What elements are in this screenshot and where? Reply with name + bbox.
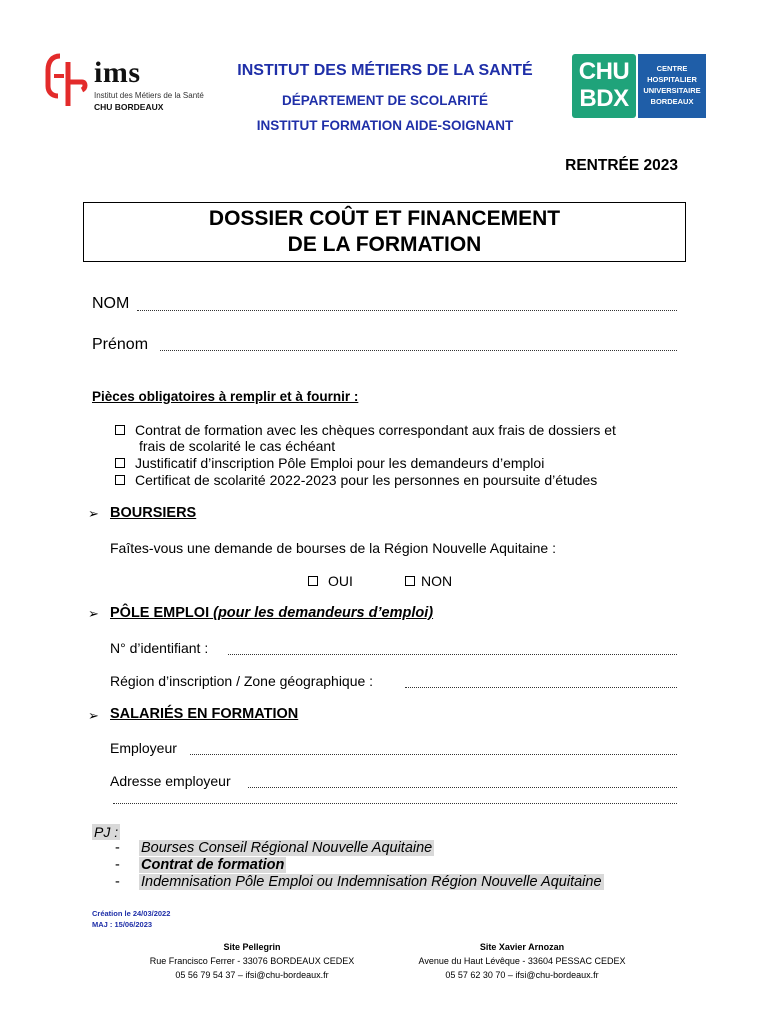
- non-option[interactable]: [405, 573, 452, 589]
- checkbox[interactable]: [115, 458, 125, 468]
- ims-wordmark: ims: [94, 56, 141, 89]
- document-item: [115, 422, 616, 439]
- checkbox[interactable]: [405, 576, 415, 586]
- employeur-label: Employeur: [110, 740, 177, 756]
- pj-item: - Bourses Conseil Régional Nouvelle Aquitaine: [115, 840, 433, 856]
- identifiant-field[interactable]: [228, 654, 677, 655]
- document-title-line2: DE LA FORMATION: [287, 233, 482, 256]
- region-field[interactable]: [405, 687, 677, 688]
- non-label: NON: [421, 573, 453, 589]
- pj-item-label: Contrat de formation: [141, 857, 285, 873]
- footer-site-contact: 05 57 62 30 70 – ifsi@chu-bordeaux.fr: [445, 970, 599, 980]
- footer-site-address: Avenue du Haut Lévêque - 33604 PESSAC CEDEX: [418, 956, 626, 966]
- checkbox[interactable]: [115, 475, 125, 485]
- chu-logo-side-line: UNIVERSITAIRE: [643, 86, 701, 95]
- footer-site-name: Site Xavier Arnozan: [479, 942, 565, 952]
- update-date: MAJ : 15/06/2023: [92, 920, 153, 929]
- identifiant-label: N° d’identifiant :: [110, 640, 209, 656]
- document-item-label: Contrat de formation avec les chèques correspondant aux frais de dossiers et: [135, 422, 616, 438]
- boursiers-title: BOURSIERS: [110, 505, 197, 521]
- chu-logo-square: [572, 54, 636, 118]
- institute-name: INSTITUT DES MÉTIERS DE LA SANTÉ: [237, 62, 533, 79]
- footer-site-pellegrin: [122, 940, 382, 982]
- region-label: Région d’inscription / Zone géographique :: [110, 673, 374, 689]
- required-documents-heading: Pièces obligatoires à remplir et à fournir :: [92, 389, 359, 404]
- training-institute-name: INSTITUT FORMATION AIDE-SOIGNANT: [256, 118, 514, 133]
- arrow-bullet-icon: ➢: [88, 606, 99, 621]
- salaries-title: SALARIÉS EN FORMATION: [110, 706, 299, 722]
- document-item-continuation: frais de scolarité le cas échéant: [139, 438, 336, 454]
- employeur-field[interactable]: [190, 754, 677, 755]
- document-item: [115, 455, 544, 472]
- rentree-label: RENTRÉE 2023: [565, 157, 678, 174]
- footer-site-contact: 05 56 79 54 37 – ifsi@chu-bordeaux.fr: [175, 970, 329, 980]
- arrow-bullet-icon: ➢: [88, 708, 99, 723]
- chu-logo-top: CHU: [578, 58, 630, 85]
- chu-logo-side-line: CENTRE: [656, 64, 688, 73]
- chu-logo-bottom: BDX: [579, 85, 629, 112]
- document-item-label: Justificatif d’inscription Pôle Emploi pour les demandeurs d’emploi: [135, 455, 545, 471]
- adresse-employeur-label: Adresse employeur: [110, 773, 231, 789]
- arrow-bullet-icon: ➢: [88, 506, 99, 521]
- footer-site-name: Site Pellegrin: [223, 942, 281, 952]
- document-title-box: [83, 202, 686, 262]
- prenom-field[interactable]: [160, 350, 677, 351]
- creation-date: Création le 24/03/2022: [92, 909, 171, 918]
- adresse-employeur-field-line2[interactable]: [113, 803, 677, 804]
- footer-site-xavier-arnozan: [392, 940, 652, 982]
- pj-item-label: Indemnisation Pôle Emploi ou Indemnisation Région Nouvelle Aquitaine: [141, 874, 602, 890]
- document-item-label: Certificat de scolarité 2022-2023 pour les personnes en poursuite d’études: [135, 472, 598, 488]
- oui-label: OUI: [328, 573, 353, 589]
- ims-symbol-icon: [42, 52, 90, 112]
- pole-emploi-title: [110, 605, 433, 621]
- chu-logo-side-line: BORDEAUX: [650, 97, 694, 106]
- checkbox[interactable]: [308, 576, 318, 586]
- ims-subtitle: Institut des Métiers de la Santé: [94, 91, 204, 100]
- document-title-line1: DOSSIER COÛT ET FINANCEMENT: [208, 207, 561, 230]
- document-item: [115, 472, 597, 489]
- chu-logo-side-panel: [638, 54, 706, 118]
- oui-option[interactable]: [308, 573, 353, 589]
- prenom-label: Prénom: [92, 336, 149, 353]
- chu-bdx-logo: [572, 54, 707, 118]
- boursiers-question: Faîtes-vous une demande de bourses de la Région Nouvelle Aquitaine :: [110, 540, 556, 556]
- chu-logo-side-line: HOSPITALIER: [647, 75, 697, 84]
- nom-label: NOM: [92, 295, 130, 312]
- pj-item: - Indemnisation Pôle Emploi ou Indemnisation Région Nouvelle Aquitaine: [115, 874, 602, 890]
- ims-chu-label: CHU BORDEAUX: [94, 102, 164, 112]
- department-name: DÉPARTEMENT DE SCOLARITÉ: [281, 93, 488, 108]
- checkbox[interactable]: [115, 425, 125, 435]
- nom-field[interactable]: [137, 310, 677, 311]
- pj-item: - Contrat de formation: [115, 857, 285, 873]
- pole-emploi-subtitle: (pour les demandeurs d’emploi): [213, 605, 434, 621]
- pj-item-label: Bourses Conseil Régional Nouvelle Aquitaine: [141, 840, 433, 856]
- pole-emploi-title-text: PÔLE EMPLOI: [110, 605, 210, 621]
- footer-site-address: Rue Francisco Ferrer - 33076 BORDEAUX CEDEX: [149, 956, 355, 966]
- adresse-employeur-field[interactable]: [248, 787, 677, 788]
- pj-label: PJ :: [94, 824, 119, 840]
